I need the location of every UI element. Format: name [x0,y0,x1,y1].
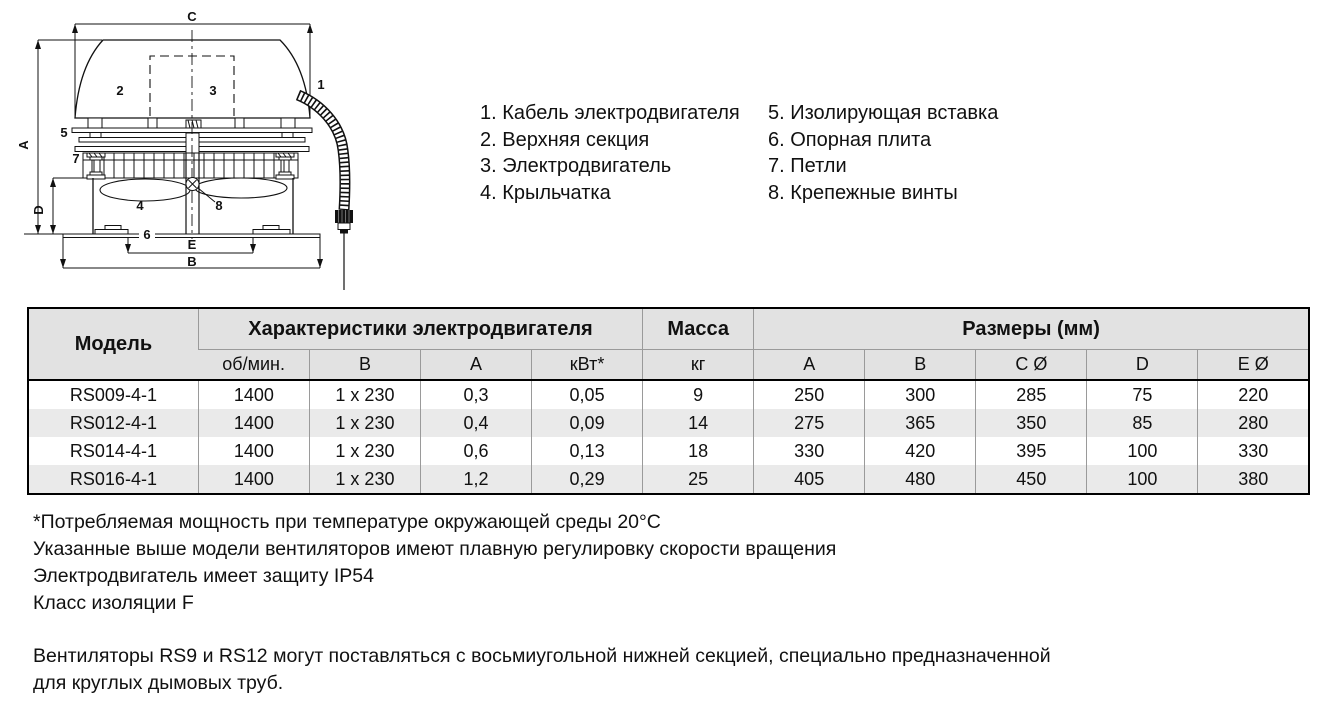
part-number-6: 6 [143,227,151,242]
footnote-power: *Потребляемая мощность при температуре окружающей среды 20°С [33,511,661,533]
value-cell: 1 x 230 [309,409,420,437]
value-cell: 75 [1087,380,1198,409]
value-cell: 0,09 [532,409,643,437]
value-cell: 1400 [198,465,309,494]
value-cell: 0,6 [420,437,531,465]
header-mass-group: Масса [643,308,754,350]
value-cell: 1 x 230 [309,380,420,409]
value-cell: 420 [865,437,976,465]
value-cell: 0,3 [420,380,531,409]
table-row [28,409,1309,437]
part-number-8: 8 [215,198,223,213]
octagonal-section-paragraph [33,643,1051,697]
value-cell: 350 [976,409,1087,437]
table-row [28,380,1309,409]
parts-legend [480,100,998,206]
subheader-dim-c: C Ø [976,350,1087,381]
value-cell: 18 [643,437,754,465]
legend-column-right [768,100,998,206]
value-cell: 1 x 230 [309,437,420,465]
dim-label-c: C [187,9,197,24]
value-cell: 1,2 [420,465,531,494]
value-cell: 1400 [198,437,309,465]
part-number-2: 2 [116,83,124,98]
specifications-table [27,307,1310,495]
footnote-speed-control: Указанные выше модели вентиляторов имеют плавную регулировку скорости вращения [33,538,837,560]
value-cell: 450 [976,465,1087,494]
value-cell: 220 [1198,380,1309,409]
subheader-kg: кг [643,350,754,381]
table-row [28,437,1309,465]
legend-item: 7. Петли [768,155,847,177]
subheader-kw: кВт* [532,350,643,381]
legend-item: 8. Крепежные винты [768,181,958,204]
footnotes [33,509,836,617]
value-cell: 480 [865,465,976,494]
model-cell: RS009-4-1 [69,384,157,405]
part-number-7: 7 [72,151,80,166]
subheader-rpm: об/мин. [198,350,309,381]
value-cell: 25 [643,465,754,494]
dim-label-e: E [187,237,197,252]
motor-cable [298,95,353,290]
value-cell: 0,13 [532,437,643,465]
model-cell: RS016-4-1 [69,468,157,489]
subheader-dim-a: A [754,350,865,381]
dimension-d-lines [53,178,90,234]
paragraph-line: Вентиляторы RS9 и RS12 могут поставляться с восьмиугольной нижней секцией, специально предназначенной [33,645,1051,667]
header-motor-group: Характеристики электродвигателя [198,308,642,350]
header-dims-group: Размеры (мм) [754,308,1309,350]
value-cell: 380 [1198,465,1309,494]
part-number-4: 4 [136,198,144,213]
roof-fan-technical-drawing [10,4,430,296]
part-number-1: 1 [317,77,325,92]
hat-tabs [88,118,295,128]
subheader-dim-e: E Ø [1198,350,1309,381]
value-cell: 0,4 [420,409,531,437]
legend-item: 5. Изолирующая вставка [768,102,999,124]
value-cell: 405 [754,465,865,494]
model-cell: RS014-4-1 [69,440,157,461]
legend-item: 3. Электродвигатель [480,155,672,177]
value-cell: 100 [1087,465,1198,494]
footnote-ip-rating: Электродвигатель имеет защиту IP54 [33,565,374,587]
header-model: Модель [28,308,198,380]
dim-label-b: B [187,254,197,269]
value-cell: 395 [976,437,1087,465]
value-cell: 250 [754,380,865,409]
dim-label-a: A [16,140,31,150]
subheader-dim-d: D [1087,350,1198,381]
value-cell: 280 [1198,409,1309,437]
value-cell: 100 [1087,437,1198,465]
value-cell: 9 [643,380,754,409]
subheader-dim-b: B [865,350,976,381]
legend-column-left [480,100,768,206]
value-cell: 365 [865,409,976,437]
grille [83,153,298,178]
top-section-shape [75,40,310,118]
subheader-volts: В [309,350,420,381]
legend-item: 2. Верхняя секция [480,128,650,151]
value-cell: 1400 [198,380,309,409]
value-cell: 1 x 230 [309,465,420,494]
value-cell: 1400 [198,409,309,437]
value-cell: 14 [643,409,754,437]
footnote-insulation-class: Класс изоляции F [33,592,194,614]
value-cell: 85 [1087,409,1198,437]
value-cell: 300 [865,380,976,409]
table-row [28,465,1309,494]
legend-item: 1. Кабель электродвигателя [480,102,740,124]
fixing-screw [186,178,215,203]
base-plate [63,226,320,238]
value-cell: 285 [976,380,1087,409]
value-cell: 0,05 [532,380,643,409]
dim-label-d: D [31,205,46,215]
legend-item: 6. Опорная плита [768,128,932,151]
value-cell: 0,29 [532,465,643,494]
legend-item: 4. Крыльчатка [480,181,611,204]
subheader-amps: А [420,350,531,381]
paragraph-line: для круглых дымовых труб. [33,672,284,694]
part-number-3: 3 [209,83,217,98]
value-cell: 330 [1198,437,1309,465]
part-number-5: 5 [60,125,68,140]
model-cell: RS012-4-1 [69,412,157,433]
value-cell: 330 [754,437,865,465]
value-cell: 275 [754,409,865,437]
